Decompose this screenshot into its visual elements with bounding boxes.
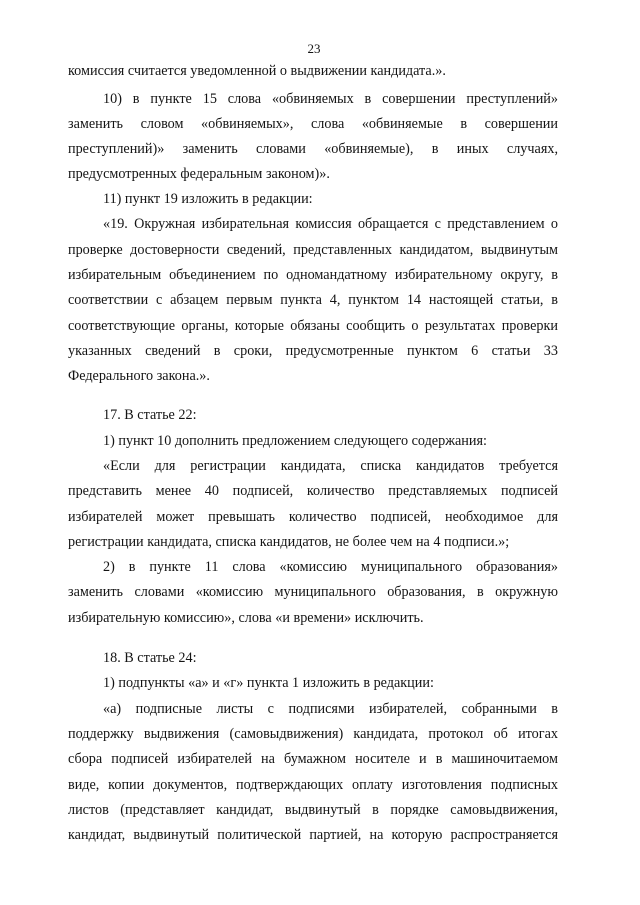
text-line: 1) подпункты «а» и «г» пункта 1 изложить в редакции: bbox=[103, 675, 434, 691]
section-heading: 18. В статье 24: bbox=[103, 650, 197, 666]
text-line: 2) в пункте 11 слова «комиссию муниципального образования» bbox=[103, 559, 558, 575]
text-line: «19. Окружная избирательная комиссия обращается с представлением о bbox=[103, 216, 558, 232]
text-line: преступлений)» заменить словами «обвиняемые), в иных случаях, bbox=[68, 141, 558, 157]
text-line: соответствии с абзацем первым пункта 4, пунктом 14 настоящей статьи, в bbox=[68, 292, 558, 308]
text-line: 11) пункт 19 изложить в редакции: bbox=[103, 191, 313, 207]
text-line: 1) пункт 10 дополнить предложением следующего содержания: bbox=[103, 433, 487, 449]
section-heading: 17. В статье 22: bbox=[103, 407, 197, 423]
text-line: виде, копии документов, подтверждающих оплату изготовления подписных bbox=[68, 777, 558, 793]
text-line: заменить словом «обвиняемых», слова «обвиняемые в совершении bbox=[68, 116, 558, 132]
text-line: 10) в пункте 15 слова «обвиняемых в совершении преступлений» bbox=[103, 91, 558, 107]
text-line: проверке достоверности сведений, представленных кандидатом, выдвинутым bbox=[68, 242, 558, 258]
text-line: избирательную комиссию», слова «и времени» исключить. bbox=[68, 610, 424, 626]
text-line: кандидат, выдвинутый политической партией, на которую распространяется bbox=[68, 827, 558, 843]
text-line: листов (представляет кандидат, выдвинутый в порядке самовыдвижения, bbox=[68, 802, 558, 818]
page-number: 23 bbox=[307, 41, 321, 56]
text-line: указанных сведений в сроки, предусмотренные пунктом 6 статьи 33 bbox=[68, 343, 558, 359]
text-line: «а) подписные листы с подписями избирателей, собранными в bbox=[103, 701, 558, 717]
text-line: сбора подписей избирателей на бумажном носителе и в машиночитаемом bbox=[68, 751, 558, 767]
text-line: предусмотренных федеральным законом)». bbox=[68, 166, 330, 182]
text-line: заменить словами «комиссию муниципального образования, в окружную bbox=[68, 584, 558, 600]
text-line: регистрации кандидата, списка кандидатов, не более чем на 4 подписи.»; bbox=[68, 534, 510, 550]
text-line: избирательным объединением по одномандатному избирательному округу, в bbox=[68, 267, 558, 283]
text-line: соответствующие органы, которые обязаны сообщить о результатах проверки bbox=[68, 318, 558, 334]
text-line: «Если для регистрации кандидата, списка кандидатов требуется bbox=[103, 458, 558, 474]
text-line: представить менее 40 подписей, количество представляемых подписей bbox=[68, 483, 558, 499]
text-line: избирателей может превышать количество подписей, необходимое для bbox=[68, 509, 558, 525]
text-line: Федерального закона.». bbox=[68, 368, 210, 384]
text-line: комиссия считается уведомленной о выдвижении кандидата.». bbox=[68, 63, 446, 79]
text-line: поддержку выдвижения (самовыдвижения) кандидата, протокол об итогах bbox=[68, 726, 558, 742]
